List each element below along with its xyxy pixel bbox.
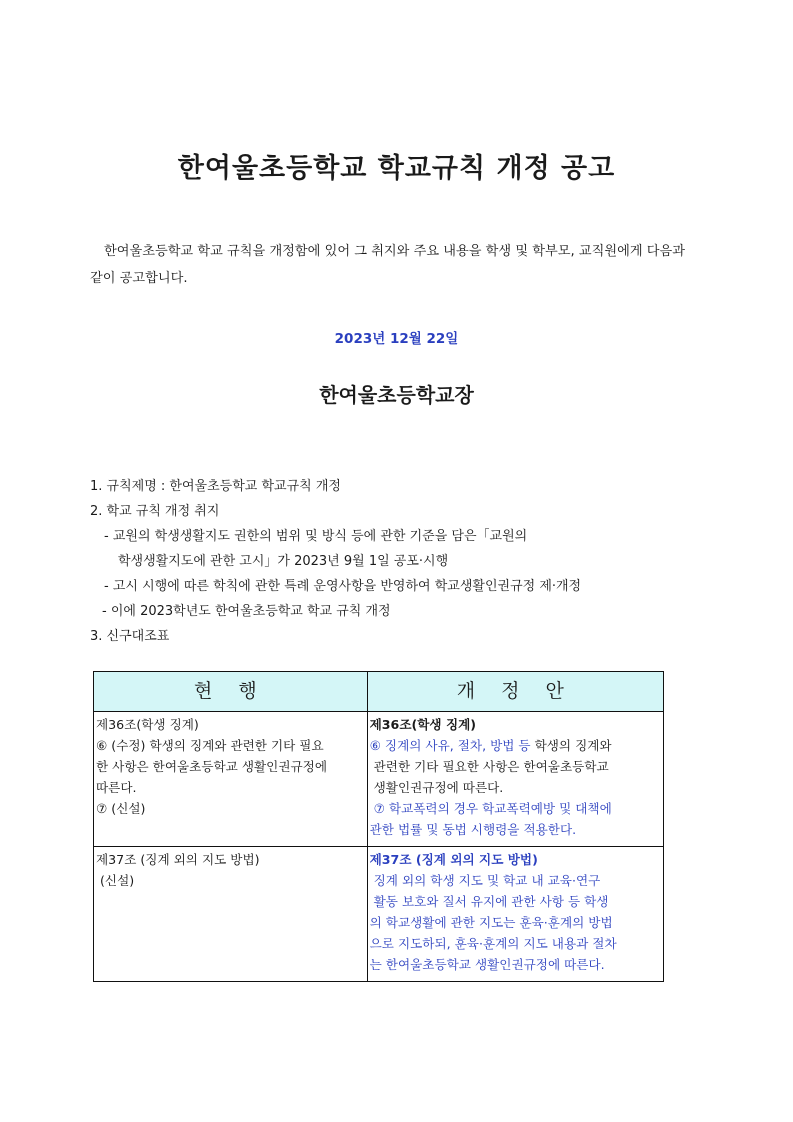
row1-revised-p6-blue: ⑥ 징계의 사유, 절차, 방법 등 bbox=[369, 738, 531, 753]
row2-revised-title: 제37조 (징계 외의 지도 방법) bbox=[369, 852, 538, 867]
row1-revised-cell bbox=[367, 712, 663, 847]
row2-revised-cell bbox=[367, 847, 663, 982]
issuer-name: 한여울초등학교장 bbox=[319, 383, 474, 407]
row1-current-line: ⑥ (수정) 학생의 징계와 관련한 기타 필요 bbox=[96, 738, 324, 753]
item-comparison-heading: 3. 신구대조표 bbox=[90, 629, 170, 644]
purpose-point-1-line-2: 학생생활지도에 관한 고시」가 2023년 9월 1일 공포·시행 bbox=[118, 554, 449, 569]
row1-revised-p7-line-1: ⑦ 학교폭력의 경우 학교폭력예방 및 대책에 bbox=[373, 801, 612, 816]
body-list bbox=[90, 474, 700, 649]
purpose-point-3: - 이에 2023학년도 한여울초등학교 학교 규칙 개정 bbox=[102, 604, 391, 619]
row2-revised-line: 으로 지도하되, 훈육·훈계의 지도 내용과 절차 bbox=[369, 936, 617, 951]
item-rule-name: 1. 규칙제명 : 한여울초등학교 학교규칙 개정 bbox=[90, 479, 341, 494]
row2-revised-line: 징계 외의 학생 지도 및 학교 내 교육·연구 bbox=[369, 873, 601, 888]
row1-revised-title: 제36조(학생 징계) bbox=[369, 717, 477, 732]
row1-current-cell bbox=[94, 712, 368, 847]
row2-current-title: 제37조 (징계 외의 지도 방법) bbox=[96, 852, 260, 867]
table-row bbox=[94, 847, 664, 982]
header-revised: 개 정 안 bbox=[367, 672, 663, 712]
row2-current-cell bbox=[94, 847, 368, 982]
row2-revised-line: 활동 보호와 질서 유지에 관한 사항 등 학생 bbox=[369, 894, 609, 909]
table-header-row bbox=[94, 672, 664, 712]
table-row bbox=[94, 712, 664, 847]
header-current: 현 행 bbox=[94, 672, 368, 712]
document-title: 한여울초등학교 학교규칙 개정 공고 bbox=[177, 153, 616, 184]
row1-current-line: 한 사항은 한여울초등학교 생활인권규정에 bbox=[96, 759, 327, 774]
item-purpose-heading: 2. 학교 규칙 개정 취지 bbox=[90, 504, 220, 519]
row1-current-title: 제36조(학생 징계) bbox=[96, 717, 199, 732]
purpose-point-1-line-1: - 교원의 학생생활지도 권한의 범위 및 방식 등에 관한 기준을 담은「교원의 bbox=[104, 529, 528, 544]
announcement-date: 2023년 12월 22일 bbox=[334, 331, 459, 347]
intro-paragraph: 한여울초등학교 학교 규칙을 개정함에 있어 그 취지와 주요 내용을 학생 및 학부모, 교직원에게 다음과 같이 공고합니다. bbox=[90, 244, 685, 286]
row2-revised-line: 의 학교생활에 관한 지도는 훈육·훈계의 방법 bbox=[369, 915, 613, 930]
row1-current-line: ⑦ (신설) bbox=[96, 801, 146, 816]
row1-revised-p6-line-3: 생활인권규정에 따른다. bbox=[373, 780, 504, 795]
row2-current-line: (신설) bbox=[96, 873, 135, 888]
row1-revised-p6-line-2: 관련한 기타 필요한 사항은 한여울초등학교 bbox=[373, 759, 609, 774]
purpose-point-2: - 고시 시행에 따른 학칙에 관한 특례 운영사항을 반영하여 학교생활인권규정 제·개정 bbox=[104, 579, 582, 594]
row1-revised-p6-dark: 학생의 징계와 bbox=[530, 738, 612, 753]
row2-revised-line: 는 한여울초등학교 생활인권규정에 따른다. bbox=[369, 957, 605, 972]
row1-revised-p7-line-2: 관한 법률 및 동법 시행령을 적용한다. bbox=[369, 822, 577, 837]
row1-revised-p6-line-1 bbox=[370, 735, 660, 756]
comparison-table bbox=[93, 671, 664, 982]
row1-current-line: 따른다. bbox=[96, 780, 137, 795]
